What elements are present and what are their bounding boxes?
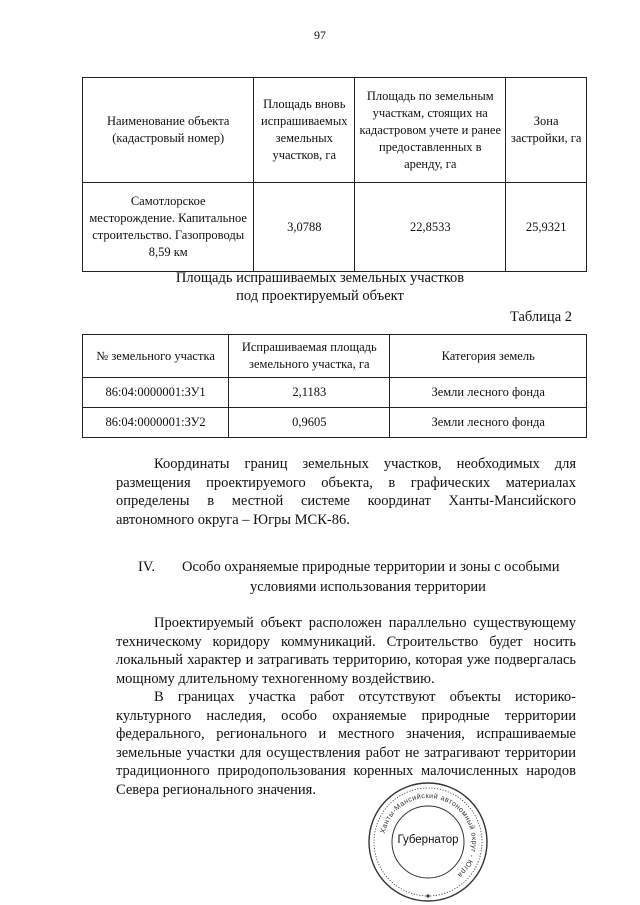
project-location-paragraph: Проектируемый объект расположен параллельно существующему техническому коридору коммуникаций. Строительство будет носить локальный характер и затрагивать территорию, которая уже подвергалась мощному длительному техногенному воздействию. xyxy=(116,615,576,687)
header-object-name: Наименование объекта (кадастровый номер) xyxy=(83,78,254,183)
header-new-area: Площадь вновь испрашиваемых земельных участков, га xyxy=(254,78,355,183)
page-number: 97 xyxy=(314,28,326,42)
header-land-category: Категория земель xyxy=(390,335,587,378)
cell-plot-number: 86:04:0000001:ЗУ2 xyxy=(83,408,229,438)
section-title-line1: Особо охраняемые природные территории и зоны с особыми xyxy=(182,559,560,575)
cell-land-category: Земли лесного фонда xyxy=(390,378,587,408)
table-row xyxy=(83,183,587,272)
table-header-row xyxy=(83,335,587,378)
section-number: IV. xyxy=(138,559,156,575)
header-requested-area: Испрашиваемая площадь земельного участка, га xyxy=(229,335,390,378)
cell-build-zone: 25,9321 xyxy=(506,183,587,272)
header-build-zone: Зона застройки, га xyxy=(506,78,587,183)
stamp-ring-text: Ханты-Мансийский автономный округ - Югра xyxy=(377,790,480,880)
table-row xyxy=(83,378,587,408)
cell-requested-area: 0,9605 xyxy=(229,408,390,438)
header-registered-area: Площадь по земельным участкам, стоящих на кадастровом учете и ранее предоставленных в аренду, га xyxy=(355,78,506,183)
section-title-line2: условиями использования территории xyxy=(250,579,486,595)
table2-caption-line2: под проектируемый объект xyxy=(236,288,404,304)
heritage-paragraph: В границах участка работ отсутствуют объекты историко-культурного наследия, особо охраняемые природные территории федерального, регионального и местного значения, испрашиваемые земельные участки для осуществления работ не затрагивают территории традиционного природопользования коренных малочисленных народов Севера регионального значения. xyxy=(116,689,576,798)
table2-label: Таблица 2 xyxy=(509,309,572,325)
cell-object-name: Самотлорское месторождение. Капитальное строительство. Газопроводы 8,59 км xyxy=(83,183,254,272)
cell-land-category: Земли лесного фонда xyxy=(390,408,587,438)
cell-new-area: 3,0788 xyxy=(254,183,355,272)
table2-caption-line1: Площадь испрашиваемых земельных участков xyxy=(175,270,465,286)
cell-plot-number: 86:04:0000001:ЗУ1 xyxy=(83,378,229,408)
land-plots-table xyxy=(82,334,587,438)
stamp-center-text: Губернатор xyxy=(397,834,459,846)
table-row xyxy=(83,408,587,438)
table-header-row xyxy=(83,78,587,183)
coordinates-paragraph: Координаты границ земельных участков, необходимых для размещения проектируемого объекта, в графических материалах определены в местной системе координат Ханты-Мансийского автономного округа – Югры МСК-86. xyxy=(116,456,576,528)
cell-requested-area: 2,1183 xyxy=(229,378,390,408)
header-plot-number: № земельного участка xyxy=(83,335,229,378)
area-summary-table xyxy=(82,77,587,272)
cell-registered-area: 22,8533 xyxy=(355,183,506,272)
